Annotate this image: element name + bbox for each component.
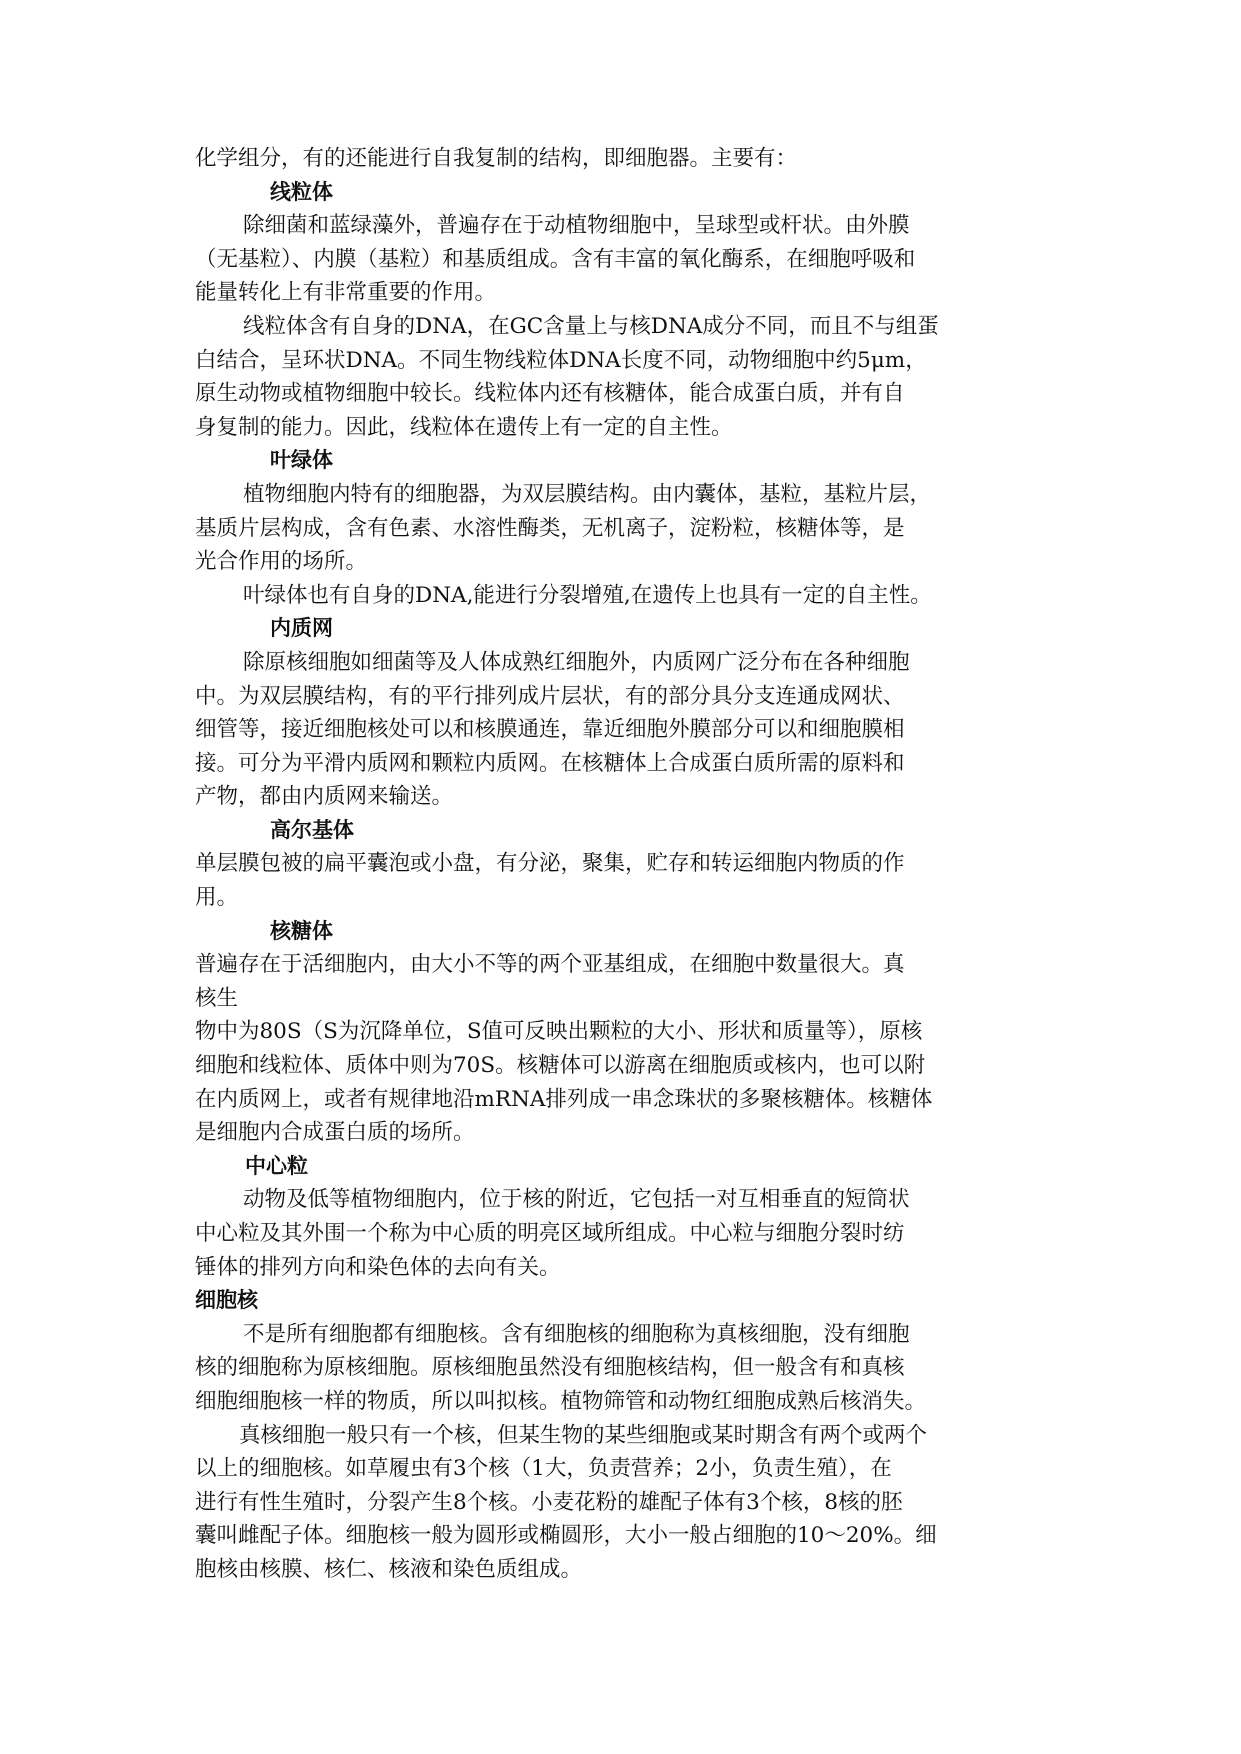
paragraph-line: 光合作用的场所。 [195,549,368,575]
paragraph-line: 核的细胞称为原核细胞。原核细胞虽然没有细胞核结构，但一般含有和真核 [195,1355,905,1381]
paragraph-line: 在内质网上，或者有规律地沿mRNA排列成一串念珠状的多聚核糖体。核糖体 [195,1086,933,1112]
paragraph-line: 普遍存在于活细胞内，由大小不等的两个亚基组成，在细胞中数量很大。真 [195,952,905,978]
paragraph-line: 化学组分，有的还能进行自我复制的结构，即细胞器。主要有： [195,146,798,171]
paragraph-line: 单层膜包被的扁平囊泡或小盘，有分泌，聚集，贮存和转运细胞内物质的作 [195,851,905,877]
paragraph-line: 不是所有细胞都有细胞核。含有细胞核的细胞称为真核细胞，没有细胞 [243,1321,910,1347]
section-heading-centriole: 中心粒 [245,1153,308,1178]
paragraph-line: 细胞细胞核一样的物质，所以叫拟核。植物筛管和动物红细胞成熟后核消失。 [195,1388,927,1414]
paragraph-line: 接。可分为平滑内质网和颗粒内质网。在核糖体上合成蛋白质所需的原料和 [195,750,905,776]
paragraph-line: 除细菌和蓝绿藻外，普遍存在于动植物细胞中，呈球型或杆状。由外膜 [243,213,910,239]
paragraph-line: 用。 [195,885,239,911]
section-heading-chloroplast: 叶绿体 [270,448,333,473]
section-heading-nucleus: 细胞核 [195,1288,258,1313]
paragraph-line: 基质片层构成，含有色素、水溶性酶类，无机离子，淀粉粒，核糖体等，是 [195,515,905,541]
paragraph-line: 进行有性生殖时，分裂产生8个核。小麦花粉的雄配子体有3个核，8核的胚 [195,1489,903,1515]
section-heading-mitochondria: 线粒体 [270,179,333,204]
paragraph-line: 真核细胞一般只有一个核，但某生物的某些细胞或某时期含有两个或两个 [239,1422,928,1448]
paragraph-line: 除原核细胞如细菌等及人体成熟红细胞外，内质网广泛分布在各种细胞 [243,649,910,675]
paragraph-line: 动物及低等植物细胞内，位于核的附近，它包括一对互相垂直的短筒状 [243,1187,910,1213]
paragraph-line: 线粒体含有自身的DNA，在GC含量上与核DNA成分不同，而且不与组蛋 [243,313,939,339]
paragraph-line: 是细胞内合成蛋白质的场所。 [195,1120,475,1146]
paragraph-line: 以上的细胞核。如草履虫有3个核（1大，负责营养；2小，负责生殖），在 [195,1456,892,1482]
section-heading-ribosome: 核糖体 [270,918,333,943]
paragraph-line: 中。为双层膜结构，有的平行排列成片层状，有的部分具分支连通成网状、 [195,683,905,709]
section-heading-er: 内质网 [270,616,333,641]
paragraph-line: 胞核由核膜、核仁、核液和染色质组成。 [195,1556,583,1582]
paragraph-line: 身复制的能力。因此，线粒体在遗传上有一定的自主性。 [195,414,733,440]
paragraph-line: 细管等，接近细胞核处可以和核膜通连，靠近细胞外膜部分可以和细胞膜相 [195,717,905,743]
paragraph-line: 锤体的排列方向和染色体的去向有关。 [195,1254,561,1280]
paragraph-line: 白结合，呈环状DNA。不同生物线粒体DNA长度不同，动物细胞中约5μm， [195,347,927,373]
paragraph-line: 囊叫雌配子体。细胞核一般为圆形或椭圆形，大小一般占细胞的10～20%。细 [195,1523,937,1549]
paragraph-line: 叶绿体也有自身的DNA,能进行分裂增殖,在遗传上也具有一定的自主性。 [243,582,932,608]
document-body [195,142,1055,1587]
paragraph-line: 产物，都由内质网来输送。 [195,784,454,810]
paragraph-line: 细胞和线粒体、质体中则为70S。核糖体可以游离在细胞质或核内，也可以附 [195,1053,926,1079]
paragraph-line: 原生动物或植物细胞中较长。线粒体内还有核糖体，能合成蛋白质，并有自 [195,381,905,407]
section-heading-golgi: 高尔基体 [270,817,354,842]
paragraph-line: 核生 [195,985,239,1011]
paragraph-line: 物中为80S（S为沉降单位，S值可反映出颗粒的大小、形状和质量等），原核 [195,1019,923,1045]
paragraph-line: 能量转化上有非常重要的作用。 [195,280,497,306]
paragraph-line: 植物细胞内特有的细胞器，为双层膜结构。由内囊体，基粒，基粒片层， [243,481,932,507]
paragraph-line: （无基粒）、内膜（基粒）和基质组成。含有丰富的氧化酶系，在细胞呼吸和 [195,246,916,272]
paragraph-line: 中心粒及其外围一个称为中心质的明亮区域所组成。中心粒与细胞分裂时纺 [195,1221,905,1246]
